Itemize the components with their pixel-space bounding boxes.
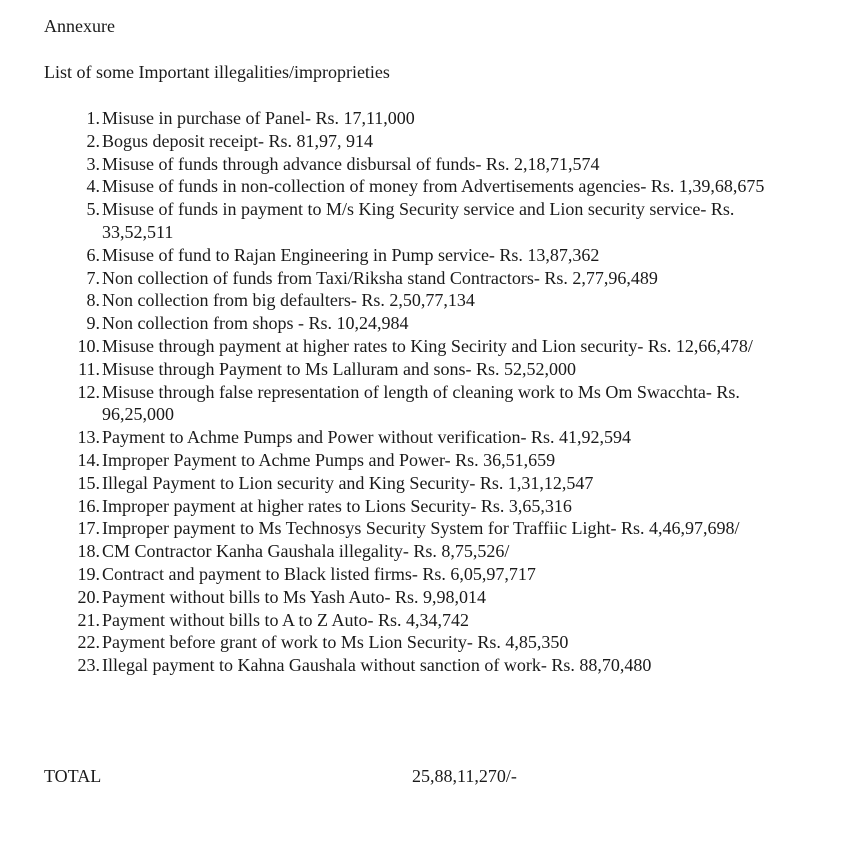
list-item-number: 23. bbox=[77, 655, 100, 676]
list-item-text: CM Contractor Kanha Gaushala illegality- Rs. 8,75,526/ bbox=[102, 541, 510, 562]
list-item-text: Payment to Achme Pumps and Power without verification- Rs. 41,92,594 bbox=[102, 427, 631, 448]
list-item-number: 20. bbox=[77, 586, 100, 607]
total-value: 25,88,11,270/- bbox=[412, 766, 517, 786]
list-item-text: Misuse of funds in payment to M/s King Security service and Lion security service- Rs. 33,52,511 bbox=[102, 199, 735, 242]
list-item-number: 19. bbox=[77, 563, 100, 584]
list-item-text: Payment before grant of work to Ms Lion Security- Rs. 4,85,350 bbox=[102, 632, 569, 653]
list-item-number: 8. bbox=[86, 290, 100, 311]
list-item-text: Misuse through Payment to Ms Lalluram and sons- Rs. 52,52,000 bbox=[102, 358, 576, 379]
list-item-number: 6. bbox=[86, 244, 100, 265]
list-item bbox=[60, 609, 800, 632]
list-item bbox=[60, 517, 800, 540]
list-item bbox=[60, 267, 800, 290]
list-item-number: 10. bbox=[77, 335, 100, 356]
list-heading: List of some Important illegalities/improprieties bbox=[44, 62, 390, 82]
list-item bbox=[60, 654, 800, 677]
list-item bbox=[60, 107, 800, 130]
list-item-number: 17. bbox=[77, 518, 100, 539]
list-item-text: Improper Payment to Achme Pumps and Power- Rs. 36,51,659 bbox=[102, 449, 556, 470]
list-item-text: Misuse through false representation of length of cleaning work to Ms Om Swacchta- Rs. 96,25,000 bbox=[102, 381, 740, 425]
list-item-text: Payment without bills to Ms Yash Auto- Rs. 9,98,014 bbox=[102, 586, 487, 607]
list-item-text: Illegal Payment to Lion security and King Security- Rs. 1,31,12,547 bbox=[102, 472, 594, 493]
list-item bbox=[60, 130, 800, 153]
list-item-number: 3. bbox=[86, 153, 100, 174]
list-item-number: 18. bbox=[77, 541, 100, 562]
list-item bbox=[60, 358, 800, 381]
list-item-number: 22. bbox=[77, 632, 100, 653]
list-item bbox=[60, 175, 800, 198]
list-item-number: 7. bbox=[86, 267, 100, 288]
illegalities-list bbox=[60, 107, 800, 677]
list-item-text: Improper payment at higher rates to Lions Security- Rs. 3,65,316 bbox=[102, 495, 572, 516]
list-item-text: Misuse of funds through advance disbursal of funds- Rs. 2,18,71,574 bbox=[102, 153, 600, 174]
list-item-text: Misuse of fund to Rajan Engineering in Pump service- Rs. 13,87,362 bbox=[102, 244, 600, 265]
list-item bbox=[60, 312, 800, 335]
list-item-number: 21. bbox=[77, 609, 100, 630]
list-item bbox=[60, 289, 800, 312]
list-item-text: Bogus deposit receipt- Rs. 81,97, 914 bbox=[102, 130, 373, 151]
list-item-text: Illegal payment to Kahna Gaushala without sanction of work- Rs. 88,70,480 bbox=[102, 655, 652, 676]
list-item bbox=[60, 198, 800, 244]
list-item-text: Payment without bills to A to Z Auto- Rs. 4,34,742 bbox=[102, 609, 470, 630]
list-item-number: 1. bbox=[86, 108, 100, 128]
list-item bbox=[60, 540, 800, 563]
total-label: TOTAL bbox=[44, 766, 102, 786]
list-item-number: 14. bbox=[77, 449, 100, 470]
list-item-number: 5. bbox=[86, 199, 100, 220]
list-item-text: Improper payment to Ms Technosys Security System for Traffiic Light- Rs. 4,46,97,698/ bbox=[102, 518, 740, 539]
list-item-number: 9. bbox=[86, 313, 100, 334]
list-item-number: 13. bbox=[77, 427, 100, 448]
list-item-text: Contract and payment to Black listed firms- Rs. 6,05,97,717 bbox=[102, 563, 536, 584]
list-item bbox=[60, 449, 800, 472]
list-item bbox=[60, 631, 800, 654]
list-item-number: 4. bbox=[86, 176, 100, 197]
list-item-text: Non collection from big defaulters- Rs. 2,50,77,134 bbox=[102, 290, 475, 311]
list-item-number: 2. bbox=[86, 130, 100, 151]
page-title: Annexure bbox=[44, 16, 115, 36]
list-item-text: Misuse through payment at higher rates to King Secirity and Lion security- Rs. 12,66,478/ bbox=[102, 335, 753, 356]
list-item-text: Non collection from shops - Rs. 10,24,984 bbox=[102, 313, 409, 334]
list-item bbox=[60, 426, 800, 449]
list-item bbox=[60, 495, 800, 518]
list-item-number: 15. bbox=[77, 472, 100, 493]
list-item-text: Non collection of funds from Taxi/Riksha stand Contractors- Rs. 2,77,96,489 bbox=[102, 267, 658, 288]
list-item-text: Misuse in purchase of Panel- Rs. 17,11,000 bbox=[102, 108, 415, 128]
list-item bbox=[60, 244, 800, 267]
list-item bbox=[60, 335, 800, 358]
list-item-number: 16. bbox=[77, 495, 100, 516]
list-item bbox=[60, 472, 800, 495]
list-item-number: 11. bbox=[78, 358, 100, 379]
list-item bbox=[60, 563, 800, 586]
list-item-text: Misuse of funds in non-collection of money from Advertisements agencies- Rs. 1,39,68,675 bbox=[102, 176, 765, 197]
list-item bbox=[60, 381, 800, 427]
list-item bbox=[60, 153, 800, 176]
list-item-number: 12. bbox=[77, 381, 100, 402]
list-item bbox=[60, 586, 800, 609]
